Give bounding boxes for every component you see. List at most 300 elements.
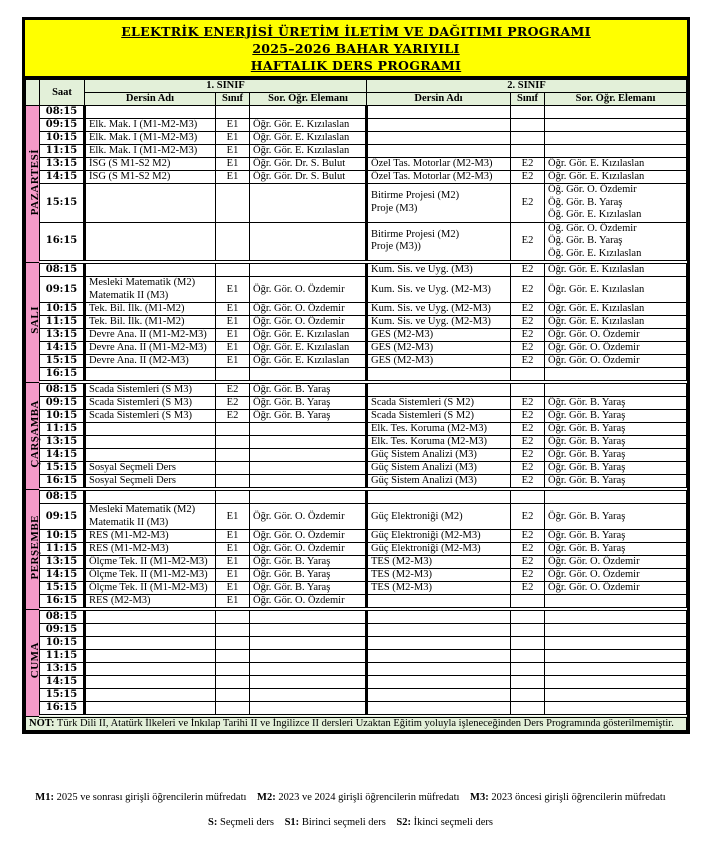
title-block [25, 20, 687, 79]
table-row [26, 132, 687, 145]
course-cell-year2: Kum. Sis. ve Uyg. (M2-M3) [367, 303, 511, 316]
lecturer-cell-year1: Öğr. Gör. B. Yaraş [250, 410, 367, 423]
class-cell-year1: E1 [216, 171, 250, 184]
lecturer-cell-year1: Öğr. Gör. O. Özdemir [250, 303, 367, 316]
lecturer-cell-year2: Öğr. Gör. O. Özdemir [545, 582, 687, 595]
class-cell-year1: E1 [216, 132, 250, 145]
time-cell: 08:15 [40, 382, 85, 397]
lecturer-cell-year1 [250, 475, 367, 490]
course-cell-year2 [367, 382, 511, 397]
course-cell-year2 [367, 489, 511, 504]
time-cell: 09:15 [40, 624, 85, 637]
lecturer-cell-year1: Öğr. Gör. E. Kızılaslan [250, 355, 367, 368]
lecturer-cell-year1: Öğr. Gör. B. Yaraş [250, 582, 367, 595]
class-cell-year2 [511, 382, 545, 397]
lecturer-cell-year2: Öğr. Gör. E. Kızılaslan [545, 171, 687, 184]
lecturer-cell-year1: Öğr. Gör. E. Kızılaslan [250, 119, 367, 132]
class-cell-year1: E1 [216, 595, 250, 610]
course-cell-year1: Devre Ana. II (M1-M2-M3) [85, 329, 216, 342]
course-cell-year1 [85, 637, 216, 650]
course-cell-year1-line: Mesleki Matematik (M2) [89, 504, 196, 515]
time-cell: 09:15 [40, 119, 85, 132]
lecturer-cell-year2: Öğr. Gör. O. Özdemir [545, 329, 687, 342]
time-cell: 11:15 [40, 316, 85, 329]
class-cell-year2 [511, 489, 545, 504]
course-cell-year1: İSG (S M1-S2 M2) [85, 158, 216, 171]
lecturer-cell-year2: Öğr. Gör. B. Yaraş [545, 462, 687, 475]
lecturer-cell-year1: Öğr. Gör. Dr. S. Bulut [250, 171, 367, 184]
timetable-body [26, 106, 687, 717]
table-row [26, 663, 687, 676]
table-row [26, 489, 687, 504]
lecturer-cell-year1 [250, 663, 367, 676]
class-cell-year2 [511, 650, 545, 663]
schedule-title: HAFTALIK DERS PROGRAMI [250, 58, 462, 73]
course-cell-year1: RES (M2-M3) [85, 595, 216, 610]
lecturer-cell-year2: Öğr. Gör. B. Yaraş [545, 397, 687, 410]
time-cell: 10:15 [40, 530, 85, 543]
lecturer-cell-year1 [250, 702, 367, 717]
header-row-groups [26, 80, 687, 93]
course-cell-year2: Güç Sistem Analizi (M3) [367, 449, 511, 462]
time-cell: 13:15 [40, 663, 85, 676]
course-cell-year1: Tek. Bil. İlk. (M1-M2) [85, 316, 216, 329]
legend-m3: M3: 2023 öncesi girişli öğrencilerin müfredatı [470, 792, 666, 803]
lecturer-cell-year2-line: Öğ. Gör. B. Yaraş [548, 235, 623, 246]
table-row [26, 436, 687, 449]
class-cell-year2 [511, 609, 545, 624]
course-cell-year1: Elk. Mak. I (M1-M2-M3) [85, 119, 216, 132]
class-cell-year2 [511, 624, 545, 637]
class-cell-year2 [511, 119, 545, 132]
course-cell-year1 [85, 489, 216, 504]
course-cell-year2 [367, 119, 511, 132]
class-cell-year2: E2 [511, 262, 545, 277]
table-row [26, 609, 687, 624]
class-cell-year2: E2 [511, 316, 545, 329]
class-cell-year1: E1 [216, 355, 250, 368]
course-cell-year1-line: Matematik II (M3) [89, 289, 169, 301]
course-cell-year2 [367, 650, 511, 663]
table-row [26, 676, 687, 689]
course-cell-year1 [85, 184, 216, 223]
time-cell: 11:15 [40, 423, 85, 436]
class-cell-year1: E1 [216, 582, 250, 595]
time-cell: 10:15 [40, 132, 85, 145]
lecturer-cell-year1: Öğr. Gör. E. Kızılaslan [250, 329, 367, 342]
class-cell-year1: E1 [216, 158, 250, 171]
class-cell-year2 [511, 676, 545, 689]
course-cell-year2: Scada Sistemleri (S M2) [367, 410, 511, 423]
day-label-cell [26, 262, 40, 382]
time-cell: 14:15 [40, 171, 85, 184]
class-cell-year1: E1 [216, 504, 250, 530]
class-cell-year2: E2 [511, 569, 545, 582]
lecturer-cell-year2 [545, 184, 687, 223]
class-cell-year2: E2 [511, 475, 545, 490]
time-cell: 16:15 [40, 475, 85, 490]
lecturer-cell-year2: Öğr. Gör. B. Yaraş [545, 475, 687, 490]
header-row-columns [26, 93, 687, 106]
note-text: Türk Dili II, Atatürk İlkeleri ve İnkılap Tarihi II ve İngilizce II dersleri Uzaktan Eğitim yoluyla işleneceğinden Ders Programında gösterilmemiştir. [54, 718, 674, 729]
course-cell-year2-line: Proje (M3)) [371, 241, 421, 253]
legend-m1: M1: 2025 ve sonrası girişli öğrencilerin müfredatı [35, 792, 247, 803]
table-row [26, 184, 687, 223]
class-cell-year1: E1 [216, 530, 250, 543]
class-cell-year2 [511, 702, 545, 717]
class-cell-year2: E2 [511, 556, 545, 569]
lecturer-cell-year2: Öğr. Gör. E. Kızılaslan [545, 277, 687, 303]
lecturer-cell-year1: Öğr. Gör. O. Özdemir [250, 504, 367, 530]
day-label-cell [26, 489, 40, 609]
lecturer-cell-year2: Öğr. Gör. O. Özdemir [545, 355, 687, 368]
day-label-cell [26, 106, 40, 263]
course-cell-year2: GES (M2-M3) [367, 329, 511, 342]
lecturer-cell-year2-line: Öğ. Gör. E. Kızılaslan [548, 247, 642, 259]
day-name: CUMA [29, 642, 41, 679]
lecturer-header-1: Sor. Öğr. Elemanı [250, 93, 367, 106]
table-row [26, 171, 687, 184]
class-cell-year2: E2 [511, 423, 545, 436]
table-row [26, 624, 687, 637]
course-cell-year1-line: Mesleki Matematik (M2) [89, 277, 196, 288]
time-cell: 15:15 [40, 355, 85, 368]
class-cell-year1: E1 [216, 329, 250, 342]
class-cell-year2: E2 [511, 158, 545, 171]
class-cell-year1: E1 [216, 316, 250, 329]
class-cell-year1 [216, 262, 250, 277]
group-1-header: 1. SINIF [85, 80, 367, 93]
course-cell-year2 [367, 145, 511, 158]
table-row [26, 277, 687, 303]
course-cell-year1 [85, 368, 216, 383]
lecturer-cell-year2: Öğr. Gör. E. Kızılaslan [545, 262, 687, 277]
course-cell-year2: Özel Tas. Motorlar (M2-M3) [367, 158, 511, 171]
class-cell-year2 [511, 368, 545, 383]
course-cell-year2-line: Bitirme Projesi (M2) [371, 190, 460, 202]
course-cell-year2 [367, 368, 511, 383]
day-name: ÇARŞAMBA [29, 399, 41, 468]
lecturer-cell-year1 [250, 449, 367, 462]
table-row [26, 342, 687, 355]
course-cell-year1: Ölçme Tek. II (M1-M2-M3) [85, 582, 216, 595]
lecturer-cell-year1: Öğr. Gör. B. Yaraş [250, 556, 367, 569]
lecturer-cell-year2 [545, 637, 687, 650]
class-cell-year2 [511, 145, 545, 158]
lecturer-cell-year1 [250, 650, 367, 663]
time-cell: 09:15 [40, 397, 85, 410]
class-cell-year2 [511, 663, 545, 676]
lecturer-cell-year1: Öğr. Gör. E. Kızılaslan [250, 342, 367, 355]
day-label-cell [26, 382, 40, 489]
course-cell-year1 [85, 106, 216, 119]
course-cell-year1 [85, 650, 216, 663]
course-cell-year2: Güç Sistem Analizi (M3) [367, 462, 511, 475]
course-cell-year2: Scada Sistemleri (S M2) [367, 397, 511, 410]
course-cell-year1 [85, 689, 216, 702]
lecturer-cell-year1: Öğr. Gör. B. Yaraş [250, 569, 367, 582]
course-cell-year1: Ölçme Tek. II (M1-M2-M3) [85, 556, 216, 569]
course-header-2: Dersin Adı [367, 93, 511, 106]
table-row [26, 569, 687, 582]
class-cell-year2 [511, 106, 545, 119]
class-cell-year2 [511, 595, 545, 610]
class-cell-year1: E1 [216, 119, 250, 132]
table-row [26, 410, 687, 423]
lecturer-cell-year1 [250, 676, 367, 689]
time-cell: 16:15 [40, 595, 85, 610]
time-cell: 09:15 [40, 504, 85, 530]
class-cell-year1 [216, 663, 250, 676]
lecturer-cell-year1 [250, 184, 367, 223]
class-cell-year1 [216, 106, 250, 119]
course-cell-year2-line: Bitirme Projesi (M2) [371, 228, 460, 240]
course-cell-year1: Scada Sistemleri (S M3) [85, 382, 216, 397]
course-cell-year1: Devre Ana. II (M2-M3) [85, 355, 216, 368]
lecturer-cell-year2 [545, 650, 687, 663]
course-cell-year2 [367, 689, 511, 702]
lecturer-cell-year2 [545, 689, 687, 702]
course-cell-year2: Güç Elektroniği (M2-M3) [367, 530, 511, 543]
semester-title: 2025–2026 BAHAR YARIYILI [252, 41, 460, 56]
class-cell-year2: E2 [511, 277, 545, 303]
class-cell-year2: E2 [511, 449, 545, 462]
course-header-1: Dersin Adı [85, 93, 216, 106]
course-cell-year1 [85, 676, 216, 689]
course-cell-year2 [367, 676, 511, 689]
lecturer-cell-year2 [545, 145, 687, 158]
class-cell-year1 [216, 368, 250, 383]
class-header-2: Sınıf [511, 93, 545, 106]
table-row [26, 543, 687, 556]
table-row [26, 382, 687, 397]
class-cell-year1 [216, 475, 250, 490]
lecturer-cell-year2 [545, 222, 687, 262]
time-cell: 13:15 [40, 158, 85, 171]
lecturer-cell-year2-line: Öğ. Gör. O. Özdemir [548, 184, 637, 195]
course-cell-year1: RES (M1-M2-M3) [85, 543, 216, 556]
course-cell-year2-line: Proje (M3) [371, 202, 418, 214]
lecturer-cell-year2 [545, 489, 687, 504]
course-cell-year2 [367, 663, 511, 676]
class-cell-year1 [216, 637, 250, 650]
table-row [26, 702, 687, 717]
course-cell-year1: Elk. Mak. I (M1-M2-M3) [85, 132, 216, 145]
class-cell-year1 [216, 650, 250, 663]
day-label-cell [26, 609, 40, 716]
course-cell-year1: Elk. Mak. I (M1-M2-M3) [85, 145, 216, 158]
course-cell-year1 [85, 436, 216, 449]
program-title: ELEKTRİK ENERJİSİ ÜRETİM İLETİM VE DAĞITIMI PROGRAMI [121, 24, 591, 39]
lecturer-cell-year2 [545, 119, 687, 132]
table-row [26, 504, 687, 530]
course-cell-year2: Özel Tas. Motorlar (M2-M3) [367, 171, 511, 184]
class-cell-year1: E1 [216, 277, 250, 303]
lecturer-header-2: Sor. Öğr. Elemanı [545, 93, 687, 106]
lecturer-cell-year1 [250, 637, 367, 650]
lecturer-cell-year2: Öğr. Gör. O. Özdemir [545, 556, 687, 569]
course-cell-year1 [85, 262, 216, 277]
course-cell-year1: RES (M1-M2-M3) [85, 530, 216, 543]
course-cell-year1 [85, 702, 216, 717]
class-cell-year2: E2 [511, 303, 545, 316]
table-row [26, 650, 687, 663]
lecturer-cell-year1 [250, 489, 367, 504]
lecturer-cell-year2: Öğr. Gör. B. Yaraş [545, 423, 687, 436]
time-cell: 13:15 [40, 436, 85, 449]
time-cell: 08:15 [40, 609, 85, 624]
lecturer-cell-year1: Öğr. Gör. O. Özdemir [250, 277, 367, 303]
lecturer-cell-year1 [250, 609, 367, 624]
table-row [26, 582, 687, 595]
lecturer-cell-year2: Öğr. Gör. B. Yaraş [545, 436, 687, 449]
lecturer-cell-year2 [545, 702, 687, 717]
legend-s2: S2: İkinci seçmeli ders [396, 817, 493, 828]
lecturer-cell-year2 [545, 106, 687, 119]
table-row [26, 106, 687, 119]
class-cell-year2: E2 [511, 530, 545, 543]
class-cell-year1: E1 [216, 556, 250, 569]
lecturer-cell-year2: Öğr. Gör. E. Kızılaslan [545, 158, 687, 171]
course-cell-year1-line: Matematik II (M3) [89, 516, 169, 528]
elective-legend [0, 817, 701, 828]
table-row [26, 303, 687, 316]
lecturer-cell-year1: Öğr. Gör. Dr. S. Bulut [250, 158, 367, 171]
time-cell: 11:15 [40, 543, 85, 556]
course-cell-year2: Elk. Tes. Koruma (M2-M3) [367, 436, 511, 449]
lecturer-cell-year1 [250, 689, 367, 702]
course-cell-year2 [367, 132, 511, 145]
time-cell: 14:15 [40, 449, 85, 462]
class-cell-year2: E2 [511, 504, 545, 530]
lecturer-cell-year2: Öğr. Gör. E. Kızılaslan [545, 303, 687, 316]
class-cell-year2: E2 [511, 355, 545, 368]
lecturer-cell-year1 [250, 106, 367, 119]
table-row [26, 556, 687, 569]
course-cell-year2: Güç Elektroniği (M2) [367, 504, 511, 530]
time-cell: 08:15 [40, 489, 85, 504]
class-cell-year2: E2 [511, 171, 545, 184]
time-cell: 15:15 [40, 689, 85, 702]
lecturer-cell-year1 [250, 462, 367, 475]
class-header-1: Sınıf [216, 93, 250, 106]
course-cell-year1 [85, 624, 216, 637]
time-cell: 11:15 [40, 650, 85, 663]
lecturer-cell-year2: Öğr. Gör. B. Yaraş [545, 410, 687, 423]
course-cell-year1 [85, 277, 216, 303]
class-cell-year1 [216, 449, 250, 462]
time-cell: 16:15 [40, 702, 85, 717]
class-cell-year1: E1 [216, 342, 250, 355]
course-cell-year2: Kum. Sis. ve Uyg. (M2-M3) [367, 316, 511, 329]
class-cell-year1 [216, 462, 250, 475]
timetable [25, 79, 687, 731]
class-cell-year1 [216, 702, 250, 717]
table-row [26, 530, 687, 543]
lecturer-cell-year1 [250, 262, 367, 277]
course-cell-year2 [367, 624, 511, 637]
time-cell: 13:15 [40, 556, 85, 569]
day-name: PAZARTESİ [29, 148, 41, 215]
course-cell-year2 [367, 184, 511, 223]
lecturer-cell-year1: Öğr. Gör. O. Özdemir [250, 543, 367, 556]
time-cell: 10:15 [40, 303, 85, 316]
class-cell-year1 [216, 609, 250, 624]
course-cell-year2: Kum. Sis. ve Uyg. (M3) [367, 262, 511, 277]
lecturer-cell-year1 [250, 368, 367, 383]
course-cell-year1: Sosyal Seçmeli Ders [85, 475, 216, 490]
class-cell-year1 [216, 423, 250, 436]
lecturer-cell-year2: Öğr. Gör. B. Yaraş [545, 543, 687, 556]
lecturer-cell-year2 [545, 609, 687, 624]
course-cell-year2: TES (M2-M3) [367, 582, 511, 595]
class-cell-year1 [216, 676, 250, 689]
time-cell: 14:15 [40, 342, 85, 355]
course-cell-year2 [367, 702, 511, 717]
class-cell-year1 [216, 436, 250, 449]
course-cell-year1: Scada Sistemleri (S M3) [85, 397, 216, 410]
lecturer-cell-year1: Öğr. Gör. O. Özdemir [250, 530, 367, 543]
curriculum-legend [0, 792, 701, 803]
table-row [26, 475, 687, 490]
time-cell: 15:15 [40, 462, 85, 475]
time-cell: 15:15 [40, 582, 85, 595]
table-row [26, 595, 687, 610]
day-name: SALI [29, 306, 41, 334]
lecturer-cell-year2 [545, 132, 687, 145]
course-cell-year1 [85, 663, 216, 676]
class-cell-year1: E1 [216, 145, 250, 158]
lecturer-cell-year1 [250, 222, 367, 262]
course-cell-year1 [85, 423, 216, 436]
table-row [26, 119, 687, 132]
class-cell-year2: E2 [511, 184, 545, 223]
class-cell-year1: E1 [216, 543, 250, 556]
day-name: PERŞEMBE [29, 514, 41, 580]
lecturer-cell-year2 [545, 676, 687, 689]
course-cell-year2: TES (M2-M3) [367, 569, 511, 582]
lecturer-cell-year1: Öğr. Gör. E. Kızılaslan [250, 145, 367, 158]
class-cell-year2: E2 [511, 462, 545, 475]
table-row [26, 449, 687, 462]
class-cell-year1: E2 [216, 382, 250, 397]
course-cell-year1 [85, 449, 216, 462]
note-label: NOT: [29, 718, 55, 729]
course-cell-year2: Güç Elektroniği (M2-M3) [367, 543, 511, 556]
lecturer-cell-year2: Öğr. Gör. B. Yaraş [545, 504, 687, 530]
time-cell: 11:15 [40, 145, 85, 158]
group-2-header: 2. SINIF [367, 80, 687, 93]
lecturer-cell-year1 [250, 423, 367, 436]
course-cell-year1 [85, 222, 216, 262]
class-cell-year1 [216, 689, 250, 702]
class-cell-year2: E2 [511, 582, 545, 595]
lecturer-cell-year2-line: Öğ. Gör. B. Yaraş [548, 196, 623, 208]
lecturer-cell-year2-line: Öğ. Gör. E. Kızılaslan [548, 209, 642, 220]
class-cell-year2: E2 [511, 436, 545, 449]
class-cell-year1: E1 [216, 569, 250, 582]
lecturer-cell-year1: Öğr. Gör. B. Yaraş [250, 382, 367, 397]
class-cell-year2: E2 [511, 397, 545, 410]
lecturer-cell-year1: Öğr. Gör. E. Kızılaslan [250, 132, 367, 145]
time-cell: 16:15 [40, 368, 85, 383]
time-cell: 13:15 [40, 329, 85, 342]
time-cell: 09:15 [40, 277, 85, 303]
table-row [26, 145, 687, 158]
class-cell-year2 [511, 637, 545, 650]
class-cell-year1 [216, 489, 250, 504]
course-cell-year2: GES (M2-M3) [367, 342, 511, 355]
